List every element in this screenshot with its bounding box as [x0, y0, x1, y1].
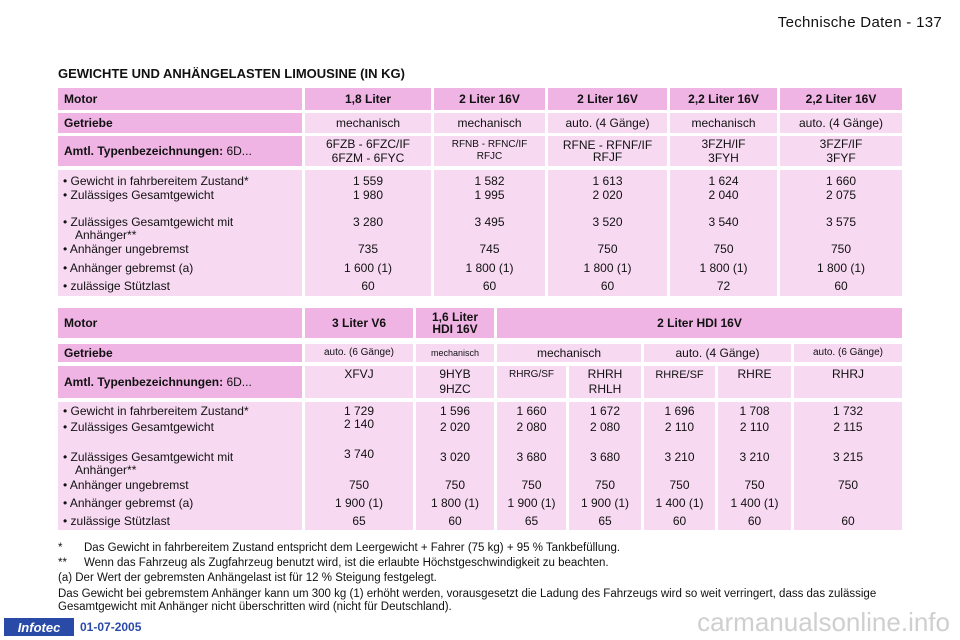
label-zul-mit-anh: • Zulässiges Gesamtgewicht mit [63, 215, 234, 229]
motor-cell [416, 308, 494, 338]
value: 750 [744, 478, 765, 492]
getriebe-label: Getriebe [64, 346, 113, 360]
typ-cell: RHRJ [794, 366, 902, 398]
row-label-getriebe [58, 344, 302, 362]
value: 750 [713, 242, 734, 256]
value: 3 740 [343, 447, 375, 461]
getriebe-cell: auto. (4 Gänge) [548, 113, 667, 133]
value: 2 080 [589, 420, 621, 434]
typ-cell [569, 366, 641, 398]
getriebe-cell: mechanisch [416, 344, 494, 362]
value: 65 [352, 514, 366, 528]
typ-line2: RFJF [592, 150, 623, 164]
row-label-typ [58, 136, 302, 166]
typ-line1: RFNE - RFNF/IF [562, 138, 653, 152]
typ-suffix: 6D... [226, 375, 252, 389]
page-header: Technische Daten - 137 [777, 14, 942, 31]
label-gewicht: • Gewicht in fahrbereitem Zustand* [63, 404, 249, 418]
getriebe-cell: mechanisch [305, 113, 431, 133]
value: 1 800 (1) [816, 261, 866, 275]
value: 60 [600, 279, 615, 293]
motor-cell: 1,8 Liter [305, 88, 431, 110]
motor-cell: 2 Liter 16V [548, 88, 667, 110]
value: 3 210 [664, 450, 695, 464]
value: 1 660 [516, 404, 547, 418]
value: 1 995 [474, 188, 505, 202]
label-ungebremst: • Anhänger ungebremst [63, 242, 189, 256]
label-zul-mit-anh: • Zulässiges Gesamtgewicht mit [63, 450, 234, 464]
value: 1 559 [352, 174, 384, 188]
value: 750 [837, 478, 859, 492]
typ-line2: 6FZM - 6FYC [331, 151, 405, 165]
value: 750 [594, 478, 616, 492]
value: 60 [834, 279, 848, 293]
motor-cell: 2,2 Liter 16V [780, 88, 902, 110]
value: 72 [716, 279, 731, 293]
value: 1 800 (1) [430, 496, 480, 510]
value: 1 708 [739, 404, 770, 418]
label-gebremst: • Anhänger gebremst (a) [63, 496, 194, 510]
typ-cell: RHRG/SF [497, 366, 566, 398]
value: 3 575 [825, 215, 857, 229]
value: 2 115 [833, 420, 863, 434]
footnote-text: Wenn das Fahrzeug als Zugfahrzeug benutzt wird, ist die erlaubte Höchstgeschwindigkeit zu beachten. [84, 557, 609, 569]
typ-cell [434, 136, 545, 166]
value: 1 400 (1) [730, 496, 779, 510]
footnote-star1 [58, 542, 908, 555]
motor-label: Motor [64, 316, 98, 330]
value: 2 040 [708, 188, 739, 202]
row-label-motor [58, 88, 302, 110]
typ-line2: RFJC [476, 151, 503, 162]
value: 60 [482, 279, 497, 293]
footnote-paragraph: Das Gewicht bei gebremstem Anhänger kann um 300 kg (1) erhöht werden, vorausgesetzt die Ladung des Fahrzeugs wird so weit verringert, dass das zulässige Gesamtgewicht mit Anhänger nicht überschritten wird (nicht für Deutschland). [58, 588, 877, 613]
value: 2 110 [739, 420, 770, 434]
value: 750 [669, 478, 690, 492]
value: 1 613 [592, 174, 623, 188]
label-gebremst: • Anhänger gebremst (a) [63, 261, 194, 275]
typ-cell: RHRE/SF [644, 366, 715, 398]
value: 2 080 [516, 420, 547, 434]
value: 3 280 [352, 215, 384, 229]
motor-line1: 1,6 Liter [431, 310, 479, 324]
footnote-a: (a) Der Wert der gebremsten Anhängelast ist für 12 % Steigung festgelegt. [58, 572, 437, 584]
row-label-motor [58, 308, 302, 338]
getriebe-cell: auto. (6 Gänge) [305, 344, 413, 362]
value: 1 900 (1) [580, 496, 630, 510]
value: 750 [348, 478, 370, 492]
infotec-logo: Infotec [4, 618, 74, 636]
value: 750 [521, 478, 542, 492]
value: 1 672 [589, 404, 621, 418]
footer-date: 01-07-2005 [80, 620, 142, 634]
motor-cell: 2 Liter HDI 16V [497, 308, 902, 338]
value: 3 540 [708, 215, 739, 229]
typ-line1: 3FZH/IF [701, 137, 746, 151]
typ-cell [305, 136, 431, 166]
value: 735 [357, 242, 379, 256]
typ-line2: RHLH [588, 382, 622, 396]
value: 1 732 [832, 404, 864, 418]
motor-label: Motor [64, 92, 98, 106]
value: 60 [747, 514, 762, 528]
value: 1 800 (1) [699, 261, 748, 275]
typ-line1: 9HYB [439, 367, 471, 381]
typ-line2: 3FYF [826, 151, 856, 165]
typ-suffix: 6D... [226, 144, 252, 158]
value: 1 624 [708, 174, 739, 188]
typ-line1: 3FZF/IF [819, 137, 863, 151]
value: 2 110 [664, 420, 695, 434]
typ-line1: 6FZB - 6FZC/IF [326, 137, 410, 151]
value: 65 [524, 514, 539, 528]
typ-cell [780, 136, 902, 166]
typ-cell: XFVJ [305, 366, 413, 398]
value: 750 [830, 242, 852, 256]
typ-label: Amtl. Typenbezeichnungen: [64, 375, 224, 389]
value: 2 020 [439, 420, 471, 434]
label-zul-gesamt: • Zulässiges Gesamtgewicht [63, 188, 214, 202]
footnote-star2 [58, 557, 908, 570]
value: 1 900 (1) [334, 496, 384, 510]
value: 1 596 [439, 404, 471, 418]
motor-cell: 2 Liter 16V [434, 88, 545, 110]
label-zul-mit-anh-2: Anhänger** [75, 228, 137, 242]
label-zul-mit-anh-2: Anhänger** [75, 463, 137, 477]
getriebe-label: Getriebe [64, 116, 113, 130]
typ-line1: RHRH [587, 367, 623, 381]
value: 2 020 [592, 188, 623, 202]
value: 2 075 [825, 188, 857, 202]
typ-label: Amtl. Typenbezeichnungen: [64, 144, 224, 158]
value: 1 800 (1) [465, 261, 514, 275]
typ-line2: 9HZC [439, 382, 471, 396]
value: 1 600 (1) [343, 261, 393, 275]
value: 1 660 [825, 174, 857, 188]
motor-cell: 2,2 Liter 16V [670, 88, 777, 110]
typ-cell [670, 136, 777, 166]
label-stuetzlast: • zulässige Stützlast [63, 514, 170, 528]
label-ungebremst: • Anhänger ungebremst [63, 478, 189, 492]
typ-cell [416, 366, 494, 398]
row-label-getriebe [58, 113, 302, 133]
value: 3 020 [439, 450, 471, 464]
label-gewicht: • Gewicht in fahrbereitem Zustand* [63, 174, 249, 188]
value: 1 400 (1) [655, 496, 704, 510]
value: 745 [479, 242, 500, 256]
typ-line2: 3FYH [708, 151, 739, 165]
value: 1 729 [343, 404, 375, 418]
value: 3 210 [739, 450, 770, 464]
typ-line1: RFNB - RFNC/IF [451, 139, 528, 150]
getriebe-cell: auto. (4 Gänge) [644, 344, 791, 362]
motor-line2: HDI 16V [432, 322, 478, 336]
motor-cell: 3 Liter V6 [305, 308, 413, 338]
value: 3 520 [592, 215, 623, 229]
value: 3 680 [516, 450, 547, 464]
watermark: carmanualsonline.info [697, 607, 950, 637]
value: 2 140 [343, 417, 375, 431]
value: 60 [448, 514, 462, 528]
footnote-mark: ** [58, 557, 67, 569]
value: 3 215 [832, 450, 864, 464]
value: 1 800 (1) [583, 261, 632, 275]
value: 750 [444, 478, 466, 492]
footnote-text: Das Gewicht in fahrbereitem Zustand entspricht dem Leergewicht + Fahrer (75 kg) + 95 % Tankbefüllung. [84, 542, 621, 554]
value: 65 [598, 514, 612, 528]
getriebe-cell: auto. (6 Gänge) [794, 344, 902, 362]
label-zul-gesamt: • Zulässiges Gesamtgewicht [63, 420, 214, 434]
value: 1 900 (1) [507, 496, 556, 510]
value: 60 [361, 279, 375, 293]
label-stuetzlast: • zulässige Stützlast [63, 279, 170, 293]
value: 1 696 [664, 404, 695, 418]
typ-cell: RHRE [718, 366, 791, 398]
typ-cell [548, 136, 667, 166]
value: 3 680 [589, 450, 621, 464]
section-title: GEWICHTE UND ANHÄNGELASTEN LIMOUSINE (IN KG) [58, 66, 405, 81]
value: 60 [672, 514, 687, 528]
getriebe-cell: mechanisch [670, 113, 777, 133]
getriebe-cell: mechanisch [497, 344, 641, 362]
footnote-mark: * [58, 542, 63, 554]
value: 1 980 [352, 188, 384, 202]
getriebe-cell: auto. (4 Gänge) [780, 113, 902, 133]
value: 750 [597, 242, 618, 256]
value: 1 582 [474, 174, 505, 188]
value: 60 [841, 514, 855, 528]
getriebe-cell: mechanisch [434, 113, 545, 133]
row-label-typ [58, 366, 302, 398]
value: 3 495 [474, 215, 505, 229]
